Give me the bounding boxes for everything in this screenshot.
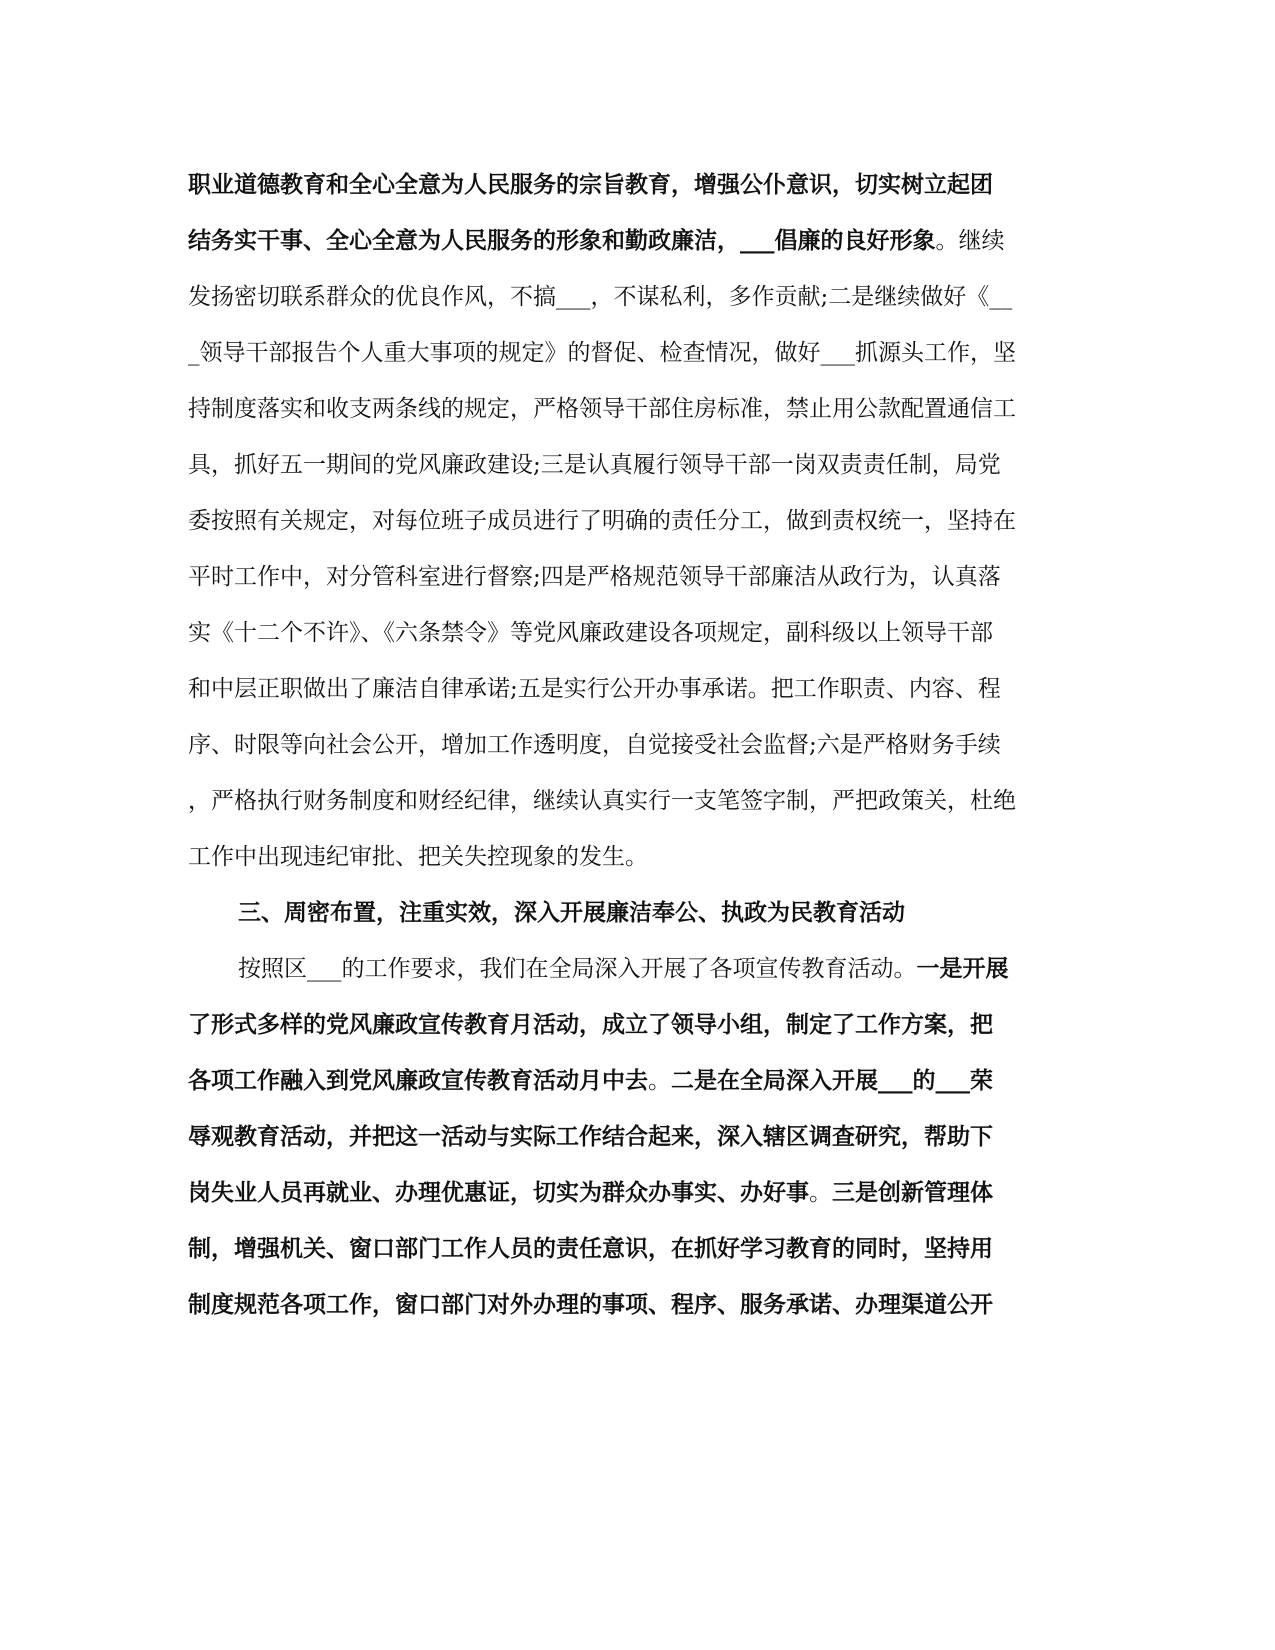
text-span: 实《十二个不许》、《六条禁令》等党风廉政建设各项规定，副科级以上领导干部 [188, 620, 993, 646]
text-line [188, 669, 1088, 709]
text-span: 二是在全局深入开展___的___荣 [671, 1067, 993, 1094]
text-span: 按照区___的工作要求，我们在全局深入开展了各项宣传教育活动。 [238, 956, 917, 982]
text-span: 。继续 [935, 228, 1005, 254]
text-span: 三是创新管理体 [832, 1179, 993, 1206]
text-span: ，严格执行财务制度和财经纪律，继续认真实行一支笔签字制，严把政策关，杜绝 [188, 788, 1016, 814]
text-span: 具，抓好五一期间的党风廉政建设;三是认真履行领导干部一岗双责责任制，局党 [188, 452, 1001, 478]
text-span: 制度规范各项工作，窗口部门对外办理的事项、程序、服务承诺、办理渠道公开 [188, 1291, 993, 1318]
text-span: _领导干部报告个人重大事项的规定》的督促、检查情况，做好___抓源头工作，坚 [188, 340, 1016, 366]
text-span: 制，增强机关、窗口部门工作人员的责任意识，在抓好学习教育的同时，坚持用 [188, 1235, 993, 1262]
text-line [188, 1229, 1088, 1269]
text-span: 岗失业人员再就业、办理优惠证，切实为群众办事实、办好事 [188, 1179, 809, 1206]
section-heading [238, 893, 1088, 933]
text-span: 和中层正职做出了廉洁自律承诺;五是实行公开办事承诺。把工作职责、内容、程 [188, 676, 1001, 702]
text-span: 委按照有关规定，对每位班子成员进行了明确的责任分工，做到责权统一，坚持在 [188, 508, 1016, 534]
text-span: 职业道德教育和全心全意为人民服务的宗旨教育，增强公仆意识，切实树立起团 [188, 171, 993, 198]
text-line [188, 725, 1088, 765]
text-span: 三、周密布置，注重实效，深入开展廉洁奉公、执政为民教育活动 [238, 899, 905, 926]
text-line [188, 557, 1088, 597]
text-span: 各项工作融入到党风廉政宣传教育活动月中去 [188, 1067, 648, 1094]
text-line [188, 1061, 1088, 1101]
text-line [188, 781, 1088, 821]
text-line [188, 1117, 1088, 1157]
text-span: 结务实干事、全心全意为人民服务的形象和勤政廉洁，___倡廉的良好形象 [188, 227, 936, 254]
text-span: 。 [809, 1180, 832, 1206]
text-span: 一是开展 [916, 955, 1009, 982]
text-span: 持制度落实和收支两条线的规定，严格领导干部住房标准，禁止用公款配置通信工 [188, 396, 1016, 422]
text-line [188, 837, 1088, 877]
text-span: 发扬密切联系群众的优良作风，不搞___，不谋私利，多作贡献;二是继续做好《__ [188, 284, 1013, 310]
text-line [188, 1285, 1088, 1325]
text-line [188, 613, 1088, 653]
text-span: 辱观教育活动，并把这一活动与实际工作结合起来，深入辖区调查研究，帮助下 [188, 1123, 993, 1150]
text-line [188, 277, 1088, 317]
text-span: 了形式多样的党风廉政宣传教育月活动，成立了领导小组，制定了工作方案，把 [188, 1011, 993, 1038]
text-line [188, 501, 1088, 541]
text-span: 工作中出现违纪审批、把关失控现象的发生。 [188, 844, 648, 870]
text-line [188, 165, 1088, 205]
text-line [188, 1173, 1088, 1213]
text-line [188, 333, 1088, 373]
text-span: 。 [648, 1068, 671, 1094]
text-line [238, 949, 1088, 989]
text-line [188, 389, 1088, 429]
text-line [188, 445, 1088, 485]
text-span: 平时工作中，对分管科室进行督察;四是严格规范领导干部廉洁从政行为，认真落 [188, 564, 1001, 590]
text-line [188, 221, 1088, 261]
text-line [188, 1005, 1088, 1045]
text-span: 序、时限等向社会公开，增加工作透明度，自觉接受社会监督;六是严格财务手续 [188, 732, 1001, 758]
